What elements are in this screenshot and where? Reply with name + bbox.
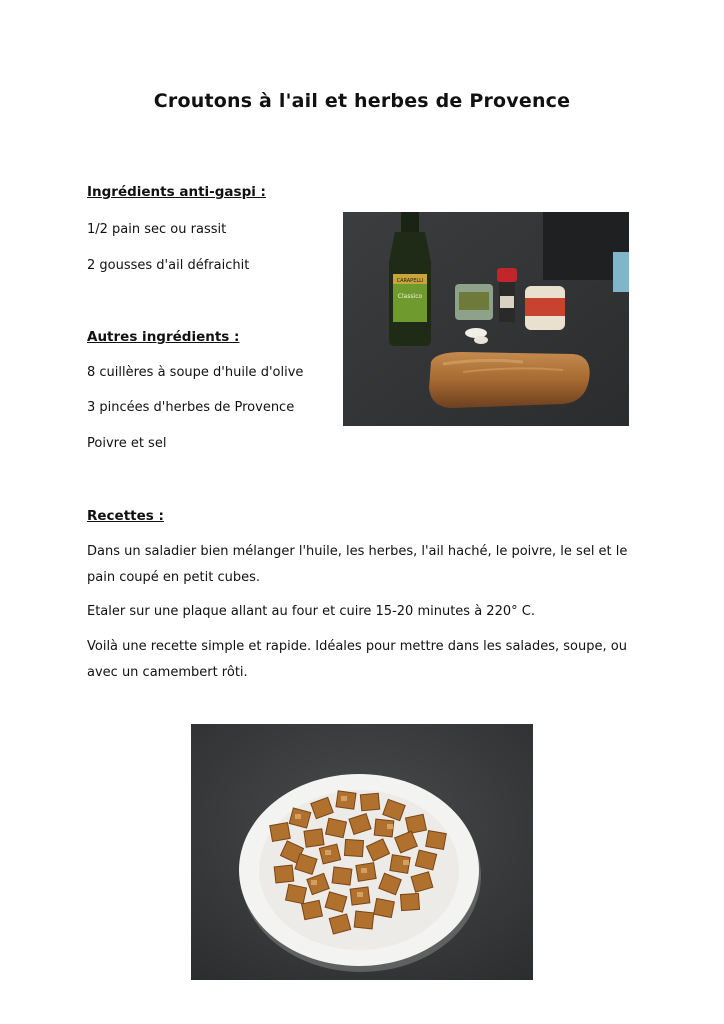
svg-text:CARAPELLI: CARAPELLI <box>396 278 424 284</box>
antigaspi-item: 1/2 pain sec ou rassit <box>87 222 227 237</box>
other-ingredient-item: 3 pincées d'herbes de Provence <box>87 400 295 415</box>
baguette <box>429 352 590 408</box>
antigaspi-heading: Ingrédients anti-gaspi : <box>87 184 266 200</box>
ingredients-photo <box>343 212 629 426</box>
croutons-photo <box>191 724 533 980</box>
recipe-paragraph: Dans un saladier bien mélanger l'huile, les herbes, l'ail haché, le poivre, le sel et le pain coupé en petit cubes. <box>87 544 628 585</box>
recipe-heading: Recettes : <box>87 508 164 524</box>
antigaspi-item: 2 gousses d'ail défraichit <box>87 258 250 273</box>
other-ingredient-item: Poivre et sel <box>87 436 167 451</box>
recipe-paragraph: Voilà une recette simple et rapide. Idéales pour mettre dans les salades, soupe, ou avec un camembert rôti. <box>87 639 627 680</box>
recipe-paragraph: Etaler sur une plaque allant au four et cuire 15-20 minutes à 220° C. <box>87 604 535 619</box>
svg-text:Classico: Classico <box>397 293 423 300</box>
other-ingredient-item: 8 cuillères à soupe d'huile d'olive <box>87 365 304 380</box>
other-ingredients-heading: Autres ingrédients : <box>87 329 240 345</box>
ingredients-photo-drawing <box>343 212 629 426</box>
croutons-photo-drawing <box>191 724 533 980</box>
page-title: Croutons à l'ail et herbes de Provence <box>153 90 571 112</box>
olive-oil-bottle <box>389 212 431 346</box>
